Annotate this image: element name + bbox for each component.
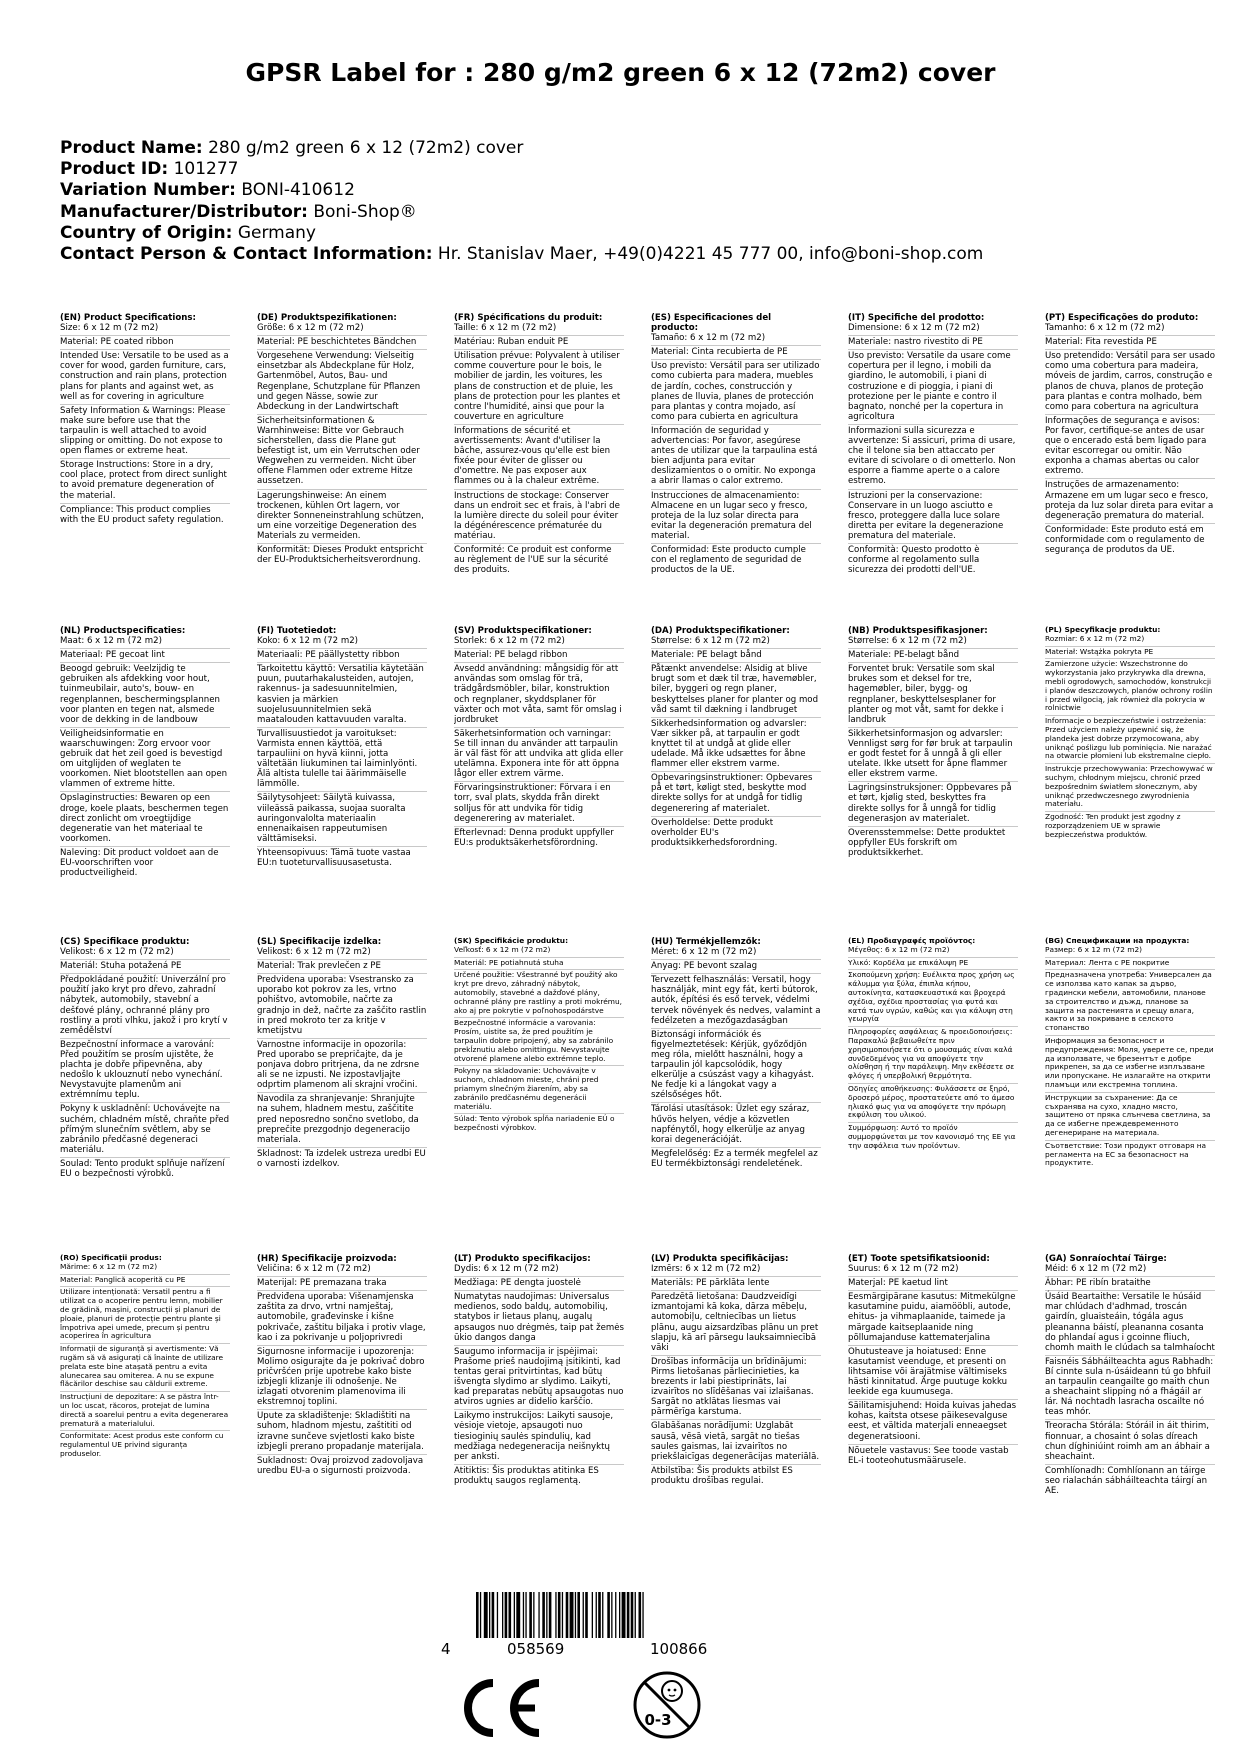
spec-section: Súlad: Tento výrobok spĺňa nariadenie EÚ o bezpečnosti výrobkov. <box>454 1113 624 1133</box>
spec-section: Οδηγίες αποθήκευσης: Φυλάσσετε σε ξηρό, δροσερό μέρος, προστατεύετε από το άμεσο ηλιακό φως για να αποφύγετε την πρόωρη εκφύλιση του υλικού. <box>848 1083 1018 1120</box>
barcode-bar <box>497 1592 498 1638</box>
barcode-bar <box>542 1592 545 1638</box>
spec-heading: (LT) Produkto specifikacijos: <box>454 1254 591 1264</box>
spec-section: Påtænkt anvendelse: Alsidig at blive brugt som et dæk til træ, havemøbler, biler, byggeri og regn planer, beskyttelses planer for planter og mod våd samt til dækning i landbruget <box>651 662 821 714</box>
spec-section: Informații de siguranță și avertismente: Vă rugăm să vă asigurați că înainte de utilizare prelata este bine atașată pentru a evita alunecarea sau omiterea. A nu se expune flăcărilor deschise sau căldurii extreme. <box>60 1343 230 1389</box>
spec-block <box>454 1254 624 1486</box>
meta-label: Manufacturer/Distributor: <box>60 201 308 222</box>
spec-section: Faisnéis Sábháilteachta agus Rabhadh: Bí cinnte sula n-úsáideann tú go bhfuil an tarpaulin ceangailte go maith chun a sheachaint slipping nó a fhágáil ar lár. Ná nochtadh lasracha oscailte nó teas mhór. <box>1045 1356 1214 1418</box>
barcode-bar <box>639 1592 642 1638</box>
spec-material: Material: Panglică acoperită cu PE <box>60 1274 230 1285</box>
spec-block <box>454 937 624 1133</box>
spec-material: Material: PE beschichtetes Bändchen <box>257 335 427 347</box>
barcode-bar <box>546 1592 547 1638</box>
spec-section: Tarkoitettu käyttö: Versatilia käytetään puun, puutarhakalusteiden, autojen, rakennus- ja sadesuunnitelmien, kasvien ja märkien suojelusuunnitelmien sekä maatalouden kattavuuden varalta. <box>257 662 427 725</box>
spec-section: Určené použitie: Všestranné byť použitý ako kryt pre drevo, záhradný nábytok, automobily, stavebné a dažďové plány, ochranné plány pre rastliny a proti mokrému, ako aj pre pokrytie v poľnohospodárstve <box>454 970 622 1015</box>
spec-material: Materiál: PE potiahnutá stuha <box>454 957 624 968</box>
spec-section: Utilizare intenționată: Versatil pentru a fi utilizat ca o acoperire pentru lemn, mobilier de grădină, mașini, construcții și planuri de ploaie, planuri de protecție pentru plante și împotriva apei umede, precum și pentru acoperirea în agricultura <box>60 1286 230 1341</box>
spec-heading: (NL) Productspecificaties: <box>60 626 186 636</box>
spec-block <box>651 937 821 1169</box>
barcode-bar <box>570 1592 574 1638</box>
barcode-bar <box>607 1592 610 1638</box>
meta-value: Boni-Shop® <box>313 201 417 222</box>
spec-material: Matériau: Ruban enduit PE <box>454 335 624 347</box>
spec-material: Material: Fita revestida PE <box>1045 335 1215 347</box>
barcode-bar <box>635 1592 636 1638</box>
barcode-bar <box>555 1592 556 1638</box>
spec-size: Dydis: 6 x 12 m (72 m2) <box>454 1264 559 1275</box>
spec-section: Soulad: Tento produkt splňuje nařízení EU o bezpečnosti výrobků. <box>60 1157 230 1179</box>
spec-heading: (HU) Termékjellemzők: <box>651 937 761 947</box>
spec-section: Biztonsági információk és figyelmeztetések: Kérjük, győződjön meg róla, mielőtt használni, hogy a tarpaulin jól kapcsolódik, hogy elkerülje a csúszást vagy a kihagyást. Ne fedje ki a lángokat vagy a szélsőséges hőt. <box>651 1028 821 1101</box>
spec-section: Συμμόρφωση: Αυτό το προϊόν συμμορφώνεται με τον κανονισμό της ΕΕ για την ασφάλεια των προϊόντων. <box>848 1122 1018 1150</box>
spec-heading: (IT) Specifiche del prodotto: <box>848 313 985 323</box>
barcode-bar <box>505 1592 508 1638</box>
barcode-bar <box>549 1592 552 1638</box>
spec-section: Uso previsto: Versátil para ser utilizado como cubierta para madera, muebles de jardín, coches, construcción y planes de lluvia, planes de protección para plantas y contra mojado, así como para cubierta en agricultura <box>651 361 820 422</box>
meta-value: 280 g/m2 green 6 x 12 (72m2) cover <box>208 138 524 158</box>
spec-section: Instruções de armazenamento: Armazene em um lugar seco e fresco, proteja da luz solar direta para evitar a degeneração prematura do material. <box>1045 480 1214 521</box>
spec-size: Velikost: 6 x 12 m (72 m2) <box>257 947 371 958</box>
spec-section: Skladnost: Ta izdelek ustreza uredbi EU o varnosti izdelkov. <box>257 1148 426 1169</box>
barcode-bar <box>529 1592 532 1638</box>
spec-section: Съответствие: Този продукт отговаря на регламента на ЕС за безопасност на продуктите. <box>1045 1140 1215 1168</box>
spec-section: Opslaginstructies: Bewaren op een droge, koele plaats, beschermen tegen direct zonlicht om vroegtijdige degeneratie van het materiaal te voorkomen. <box>60 793 229 844</box>
barcode-bar <box>575 1592 576 1638</box>
spec-section: Tárolási utasítások: Üzlet egy száraz, hűvös helyen, védje a közvetlen napfénytől, hogy elkerülje az anyag korai degenerációját. <box>651 1102 821 1144</box>
spec-size: Suurus: 6 x 12 m (72 m2) <box>848 1264 959 1275</box>
spec-section: Predvidena uporaba: Vsestransko za uporabo kot pokrov za les, vrtno pohištvo, avtomobile, načrte za gradnjo in dež, načrte za zaščito rastlin in pred mokroto ter za kritje v kmetijstvu <box>257 975 427 1036</box>
spec-heading: (PT) Especificações do produto: <box>1045 313 1199 323</box>
spec-heading: (FI) Tuotetiedot: <box>257 626 337 636</box>
spec-section: Navodila za shranjevanje: Shranjujte na suhem, hladnem mestu, zaščitite pred neposredno sončno svetlobo, da preprečite prezgodnjo degeneracijo materiala. <box>257 1092 427 1144</box>
spec-size: Size: 6 x 12 m (72 m2) <box>60 323 159 334</box>
spec-block <box>1045 313 1215 555</box>
barcode-group-1: 058569 <box>507 1640 565 1658</box>
spec-size: Storlek: 6 x 12 m (72 m2) <box>454 636 565 647</box>
spec-size: Størrelse: 6 x 12 m (72 m2) <box>651 636 770 647</box>
spec-block <box>60 1254 230 1459</box>
spec-material: Materijal: PE premazana traka <box>257 1276 427 1288</box>
barcode-bar <box>596 1592 597 1638</box>
spec-section: Drošības informācija un brīdinājumi: Pirms lietošanas pārliecinieties, ka brezents ir labi piestiprināts, lai izvairītos no slīdēšanas vai izlaišanas. Sargāt no atklātas liesmas vai pārmērīga karstuma. <box>651 1355 821 1418</box>
spec-section: Compliance: This product complies with the EU product safety regulation. <box>60 503 230 525</box>
spec-heading: (EL) Προδιαγραφές προϊόντος: <box>848 937 976 945</box>
spec-section: Conformidade: Este produto está em conformidade com o regulamento de segurança de produtos da UE. <box>1045 523 1215 555</box>
meta-row <box>60 159 983 180</box>
spec-size: Μέγεθος: 6 x 12 m (72 m2) <box>848 944 950 954</box>
spec-section: Säkerhetsinformation och varningar: Se till innan du använder att tarpaulin är väl fäst för att undvika att glida eller utelämna. Exponera inte för att öppna lågor eller extrem värme. <box>454 728 624 780</box>
spec-section: Předpokládané použití: Univerzální pro použití jako kryt pro dřevo, zahradní nábytek, automobily, stavební a dešťové plány, ochranné plány pro rostliny a proti vlhku, jakož i pro krytí v zemědělství <box>60 973 230 1036</box>
spec-section: Información de seguridad y advertencias: Por favor, asegúrese antes de utilizar que la tarpaulina está bien adjunta para evitar deslizamientos o o omitir. No exponga a abrir llamas o calor extremo. <box>651 424 821 487</box>
spec-section: Forventet bruk: Versatile som skal brukes som et deksel for tre, hagemøbler, biler, bygg- og regnplaner, beskyttelsesplaner for planter og mot våt, samt for dekke i landbruk <box>848 662 1018 725</box>
spec-section: Efterlevnad: Denna produkt uppfyller EU:s produktsäkerhetsförordning. <box>454 826 624 848</box>
spec-section: Informacje o bezpieczeństwie i ostrzeżenia: Przed użyciem należy upewnić się, że plandeka jest dobrze przymocowana, aby uniknąć poślizgu lub pominięcia. Nie narażać na otwarcie płomieni lub ekstremalne ciepło. <box>1045 715 1215 761</box>
spec-material: Medžiaga: PE dengta juostelė <box>454 1276 624 1288</box>
spec-block <box>454 313 624 575</box>
spec-section: Numatytas naudojimas: Universalus medienos, sodo baldų, automobilių, statybos ir lietaus planų, augalų apsaugos nuo drėgmės, taip pat žemės ūkio dangos danga <box>454 1292 624 1343</box>
spec-section: Naleving: Dit product voldoet aan de EU-voorschriften voor productveiligheid. <box>60 846 230 878</box>
spec-material: Materiaali: PE päällystetty ribbon <box>257 648 427 660</box>
spec-section: Sukladnost: Ovaj proizvod zadovoljava uredbu EU-a o sigurnosti proizvoda. <box>257 1454 427 1476</box>
meta-label: Product Name: <box>60 138 203 158</box>
spec-section: Информация за безопасност и предупреждения: Моля, уверете се, преди да използвате, че брезентът е добре прикрепен, за да се избегне изплъзване или пропускане. Не излагайте на открити пламъци или екстремна топлина. <box>1045 1035 1214 1089</box>
spec-material: Materiaal: PE gecoat lint <box>60 648 230 660</box>
barcode-bar <box>525 1592 526 1638</box>
spec-section: Overholdelse: Dette produkt overholder EU's produktsikkerhedsforordning. <box>651 816 821 848</box>
spec-section: Tervezett felhasználás: Versatil, hogy használják, mint egy fát, kerti bútorok, autók, építési és eső tervek, védelmi tervek növények és nedves, valamint a fedélzeten a mezőgazdaságban <box>651 975 821 1026</box>
spec-material: Materiale: PE belagt bånd <box>651 648 821 660</box>
barcode-bar <box>642 1592 643 1638</box>
spec-block <box>60 313 230 525</box>
spec-heading: (EN) Product Specifications: <box>60 313 196 323</box>
barcode-bar <box>502 1592 503 1638</box>
barcode-bar <box>611 1592 612 1638</box>
spec-section: Instructions de stockage: Conserver dans un endroit sec et frais, à l'abri de la lumière directe du soleil pour éviter la dégénérescence prématurée du matériau. <box>454 489 624 541</box>
spec-section: Utilisation prévue: Polyvalent à utiliser comme couverture pour le bois, le mobilier de jardin, les voitures, les plans de construction et de pluie, les plans de protection pour les plantes et contre l'humidité, ainsi que pour la couverture en agriculture <box>454 349 624 422</box>
spec-heading: (ES) Especificaciones del producto: <box>651 313 772 334</box>
spec-heading: (RO) Specificații produs: <box>60 1254 162 1262</box>
spec-section: Sikkerhedsinformation og advarsler: Vær sikker på, at tarpaulin er godt knyttet til at undgå at glide eller udelade. Må ikke udsættes for åbne flammer eller ekstrem varme. <box>651 717 821 769</box>
ce-mark-icon <box>455 1677 545 1739</box>
spec-size: Veľkosť: 6 x 12 m (72 m2) <box>454 944 551 954</box>
spec-section: Πληροφορίες ασφάλειας & προειδοποιήσεις: Παρακαλώ βεβαιωθείτε πριν χρησιμοποιήσετε ότι ο μουσαμάς είναι καλά συνδεδεμένος για να αποφύγετε την ολίσθηση ή την παράλειψη. Μην εκθέσετε σε φλόγες ή υπερβολική θερμότητα. <box>848 1026 1018 1081</box>
meta-row <box>60 244 983 265</box>
spec-section: Intended Use: Versatile to be used as a cover for wood, garden furniture, cars, construction and rain plans, protection plans for plants and against wet, as well as for covering in agriculture <box>60 351 229 402</box>
spec-section: Eesmärgipärane kasutus: Mitmekülgne kasutamine puidu, aiamööbli, autode, ehitus- ja vihmaplaanide, taimede ja märgade kaitseplaanide ning põllumajanduse kattematerjalina <box>848 1290 1018 1342</box>
spec-block <box>651 313 821 575</box>
spec-section: Uso previsto: Versatile da usare come copertura per il legno, i mobili da giardino, le automobili, i piani di costruzione e di pioggia, i piani di protezione per le piante e contro il bagnato, nonché per la copertura in agricoltura <box>848 349 1018 422</box>
spec-section: Informazioni sulla sicurezza e avvertenze: Si assicuri, prima di usare, che il telone sia ben attaccato per evitare di scivolare o di ometterlo. Non esporre a fiamme aperte o a calore estremo. <box>848 424 1018 487</box>
meta-label: Contact Person & Contact Information: <box>60 244 433 265</box>
spec-section: Avsedd användning: mångsidig för att användas som omslag för trä, trädgårdsmöbler, bilar, konstruktion och regnplaner, skyddsplaner för växter och mot våta, samt för omslag i jordbruket <box>454 662 624 725</box>
spec-section: Beoogd gebruik: Veelzijdig te gebruiken als afdekking voor hout, tuinmeubilair, auto's, bouw- en regenplannen, beschermingsplannen voor planten en tegen nat, alsmede voor de dekking in de landbouw <box>60 662 230 725</box>
barcode-bar <box>489 1592 490 1638</box>
spec-size: Dimensione: 6 x 12 m (72 m2) <box>848 323 980 334</box>
product-meta <box>60 138 983 265</box>
meta-row <box>60 138 983 159</box>
spec-heading: (SL) Specifikacije izdelka: <box>257 937 382 947</box>
spec-block <box>848 1254 1018 1466</box>
spec-section: Treoracha Stórála: Stóráil in áit thirim, fionnuar, a chosaint ó solas díreach chun díghiniúint roimh am an ábhair a sheachaint. <box>1045 1419 1215 1461</box>
spec-heading: (CS) Specifikace produktu: <box>60 937 190 947</box>
spec-section: Zgodność: Ten produkt jest zgodny z rozporządzeniem UE w sprawie bezpieczeństwa produktów. <box>1045 811 1215 839</box>
barcode-bar <box>533 1592 534 1638</box>
spec-block <box>257 313 427 565</box>
spec-section: Sicherheitsinformationen & Warnhinweise: Bitte vor Gebrauch sicherstellen, dass die Plane gut befestigt ist, um ein Verrutschen oder Wegwehen zu vermeiden. Nicht über offene Flammen oder extreme Hitze aussetzen. <box>257 414 427 487</box>
spec-material: Υλικό: Κορδέλα με επικάλυψη PE <box>848 957 1018 968</box>
spec-block <box>1045 626 1215 840</box>
spec-block <box>1045 937 1215 1168</box>
spec-section: Säilitamisjuhend: Hoida kuivas jahedas kohas, kaitsta otsese päikesevalguse eest, et vältida materjali enneaegset degeneratsiooni. <box>848 1401 1017 1442</box>
spec-size: Koko: 6 x 12 m (72 m2) <box>257 636 359 647</box>
spec-size: Veličina: 6 x 12 m (72 m2) <box>257 1264 371 1275</box>
spec-material: Materiāls: PE pārklāta lente <box>651 1276 821 1288</box>
spec-section: Lagerungshinweise: An einem trockenen, kühlen Ort lagern, vor direkter Sonneneinstrahlung schützen, um eine vorzeitige Degeneration des Materials zu vermeiden. <box>257 489 427 541</box>
spec-section: Conformité: Ce produit est conforme au règlement de l'UE sur la sécurité des produits. <box>454 543 624 575</box>
spec-size: Größe: 6 x 12 m (72 m2) <box>257 323 364 334</box>
barcode-bar <box>514 1592 515 1638</box>
barcode-bar <box>538 1592 539 1638</box>
spec-block <box>257 937 427 1169</box>
barcode-lead-digit: 4 <box>441 1640 451 1658</box>
spec-heading: (BG) Спецификации на продукта: <box>1045 937 1190 945</box>
spec-size: Velikost: 6 x 12 m (72 m2) <box>60 947 174 958</box>
spec-section: Zamierzone użycie: Wszechstronne do wykorzystania jako przykrywka dla drewna, mebli ogrodowych, samochodów, konstrukcji i planów deszczowych, planów ochrony roślin i przed wilgocią, jak również dla pokrycia w rolnictwie <box>1045 658 1215 713</box>
spec-section: Lagringsinstruksjoner: Oppbevares på et tørt, kjølig sted, beskyttes fra direkte sollys for å unngå for tidlig degenerasjon av materialet. <box>848 781 1018 823</box>
spec-section: Conformitate: Acest produs este conform cu regulamentul UE privind siguranța produselor. <box>60 1430 230 1458</box>
meta-label: Country of Origin: <box>60 222 233 243</box>
spec-section: Sigurnosne informacije i upozorenja: Molimo osigurajte da je pokrivač dobro pričvršćen prije upotrebe kako biste izbjegli klizanje ili odnošenje. Ne izlagati otvorenim plamenovima ili ekstremnoj toplini. <box>257 1345 427 1408</box>
spec-heading: (DA) Produktspecifikationer: <box>651 626 790 636</box>
barcode-group-2: 100866 <box>650 1640 708 1658</box>
meta-row <box>60 223 983 244</box>
barcode-bar <box>516 1592 520 1638</box>
barcode-bar <box>480 1592 481 1638</box>
barcode-bar <box>492 1592 495 1638</box>
spec-section: Turvallisuustiedot ja varoitukset: Varmista ennen käyttöä, että tarpauliini on hyvä kiinni, jotta vältetään liukuminen tai laiminlyönti. Älä altista tulelle tai äärimmäiselle lämmölle. <box>257 727 427 790</box>
page-title: GPSR Label for : 280 g/m2 green 6 x 12 (72m2) cover <box>245 58 996 87</box>
spec-block <box>848 626 1018 858</box>
spec-section: Varnostne informacije in opozorila: Pred uporabo se prepričajte, da je ponjava dobro pritrjena, da ne zdrsne ali se ne izpusti. Ne izpostavljajte odprtim plamenom ali skrajni vročini. <box>257 1038 427 1090</box>
spec-section: Atitiktis: Šis produktas atitinka ES produktų saugos reglamentą. <box>454 1464 624 1486</box>
spec-size: Størrelse: 6 x 12 m (72 m2) <box>848 636 967 647</box>
spec-heading: (FR) Spécifications du produit: <box>454 313 603 323</box>
meta-row <box>60 202 983 223</box>
spec-size: Tamaño: 6 x 12 m (72 m2) <box>651 333 766 344</box>
spec-section: Instrucciones de almacenamiento: Almacene en un lugar seco y fresco, proteja de la luz solar directa para evitar la degeneración prematura del material. <box>651 489 821 541</box>
spec-section: Informações de segurança e avisos: Por favor, certifique-se antes de usar que o encerado está bem ligado para evitar escorregar ou omitir. Não exponha a chamas abertas ou calor extremo. <box>1045 414 1215 477</box>
spec-section: Σκοπούμενη χρήση: Ευέλικτα προς χρήση ως κάλυμμα για ξύλα, έπιπλα κήπου, αυτοκίνητα, κατασκευαστικά και βροχερά σχέδια, σχέδια προστασίας για φυτά και κατά των υγρών, καθώς και για κάλυψη στη γεωργία <box>848 969 1018 1024</box>
barcode-bar <box>585 1592 588 1638</box>
spec-section: Konformität: Dieses Produkt entspricht der EU-Produktsicherheitsverordnung. <box>257 543 427 565</box>
spec-heading: (SK) Špecifikácie produktu: <box>454 937 569 945</box>
spec-material: Materiał: Wstążka pokryta PE <box>1045 646 1215 657</box>
spec-section: Sikkerhetsinformasjon og advarsler: Vennligst sørg for før bruk at tarpaulin er godt festet for å unngå å gli eller utelate. Ikke utsett for åpne flammer eller ekstrem varme. <box>848 727 1018 779</box>
barcode-bar <box>562 1592 563 1638</box>
barcode-bar <box>615 1592 616 1638</box>
spec-material: Material: Trak prevlečen z PE <box>257 959 427 971</box>
barcode-bar <box>509 1592 512 1638</box>
spec-size: Tamanho: 6 x 12 m (72 m2) <box>1045 323 1165 334</box>
spec-section: Comhlíonadh: Comhlíonann an táirge seo rialachán sábháilteachta táirgí an AE. <box>1045 1464 1215 1496</box>
spec-section: Vorgesehene Verwendung: Vielseitig einsetzbar als Abdeckplane für Holz, Gartenmöbel, Autos, Bau- und Regenplane, Schutzplane für Pflanzen und gegen Nässe, sowie zur Abdeckung in der Landwirtschaft <box>257 349 427 412</box>
spec-section: Инструкции за съхранение: Да се съхранява на сухо, хладно място, защитено от пряка слънчева светлина, за да се избегне преждевременното дегенериране на материала. <box>1045 1092 1215 1138</box>
spec-material: Materiale: nastro rivestito di PE <box>848 335 1018 347</box>
meta-label: Variation Number: <box>60 180 236 201</box>
spec-heading: (SV) Produktspecifikationer: <box>454 626 592 636</box>
spec-section: Conformità: Questo prodotto è conforme al regolamento sulla sicurezza dei prodotti dell'UE. <box>848 543 1018 575</box>
spec-section: Yhteensopivuus: Tämä tuote vastaa EU:n tuoteturvallisuusasetusta. <box>257 846 427 868</box>
spec-material: Material: PE coated ribbon <box>60 335 230 347</box>
spec-section: Storage Instructions: Store in a dry, cool place, protect from direct sunlight to avoid premature degeneration of the material. <box>60 458 230 500</box>
barcode-bar <box>558 1592 561 1638</box>
barcode-bar <box>484 1592 488 1638</box>
meta-row <box>60 180 983 201</box>
spec-section: Úsáid Beartaithe: Versatile le húsáid mar chlúdach d'adhmad, troscán gairdín, gluaisteáin, tógála agus pleananna báistí, pleananna cosanta do phlandaí agus i gcoinne fliuch, chomh maith le clúdach sa talmhaíocht <box>1045 1292 1215 1353</box>
spec-heading: (NB) Produktspesifikasjoner: <box>848 626 988 636</box>
spec-material: Ábhar: PE ribín brataithe <box>1045 1276 1215 1288</box>
spec-block <box>651 1254 821 1486</box>
barcode-bar <box>476 1592 479 1638</box>
spec-section: Glabāšanas norādījumi: Uzglabāt sausā, vēsā vietā, sargāt no tiešas saules gaismas, lai izvairītos no priekšlaicīgas degenerācijas materiālā. <box>651 1421 820 1462</box>
barcode-bar <box>598 1592 601 1638</box>
spec-section: Uso pretendido: Versátil para ser usado como uma cobertura para madeira, móveis de jardim, carros, construção e planos de chuva, planos de proteção para plantas e contra molhado, bem como para cobertura na agricultura <box>1045 351 1215 412</box>
spec-material: Материал: Лента с PE покритие <box>1045 957 1215 968</box>
spec-section: Ohutusteave ja hoiatused: Enne kasutamist veenduge, et presenti on lihtsamise või ärajätmise vältimiseks hästi kinnitatud. Ärge puutuge kokku leekide ega kuumusega. <box>848 1345 1018 1397</box>
spec-section: Veiligheidsinformatie en waarschuwingen: Zorg ervoor voor gebruik dat het zeil goed is bevestigd om uitglijden of weglaten te voorkomen. Niet blootstellen aan open vlammen of extreme hitte. <box>60 727 230 790</box>
spec-section: Bezpečnostné informácie a varovania: Prosím, uistite sa, že pred použitím je tarpaulin dobre pripojený, aby sa zabránilo prekĺznutiu alebo omittingu. Nevystavujte otvorené plamene alebo extrémne teplo. <box>454 1017 624 1063</box>
spec-size: Taille: 6 x 12 m (72 m2) <box>454 323 557 334</box>
spec-section: Bezpečnostní informace a varování: Před použitím se prosím ujistěte, že plachta je dobře připevněna, aby nedošlo k uklouznutí nebo vynechání. Nevystavujte plamenům ani extrémnímu teplu. <box>60 1038 230 1101</box>
spec-section: Saugumo informacija ir įspėjimai: Prašome prieš naudojimą įsitikinti, kad tentas gerai pritvirtintas, kad būtų išvengta slydimo ar slydimo. Laikyti, kad preparatas nebūtų apsaugotas nuo atviros ugnies ar didelio karščio. <box>454 1346 624 1408</box>
spec-size: Méret: 6 x 12 m (72 m2) <box>651 947 757 958</box>
barcode-bar <box>592 1592 593 1638</box>
spec-section: Informations de sécurité et avertissements: Avant d'utiliser la bâche, assurez-vous qu'elle est bien fixée pour éviter de glisser ou d'omettre. Ne pas exposer aux flammes ou à la chaleur extrême. <box>454 424 624 487</box>
spec-heading: (ET) Toote spetsifikatsioonid: <box>848 1254 990 1264</box>
spec-section: Megfelelőség: Ez a termék megfelel az EU termékbiztonsági rendeletének. <box>651 1147 821 1169</box>
spec-material: Materiale: PE-belagt bånd <box>848 648 1018 660</box>
barcode-bar <box>602 1592 603 1638</box>
spec-heading: (DE) Produktspezifikationen: <box>257 313 397 323</box>
spec-heading: (PL) Specyfikacje produktu: <box>1045 626 1161 634</box>
spec-size: Mărime: 6 x 12 m (72 m2) <box>60 1261 158 1271</box>
spec-block <box>60 626 230 878</box>
meta-value: BONI-410612 <box>241 180 355 201</box>
spec-section: Overensstemmelse: Dette produktet oppfyller EUs forskrift om produktsikkerhet. <box>848 826 1018 858</box>
spec-section: Pokyny na skladovanie: Uchovávajte v suchom, chladnom mieste, chráni pred priamym slnečným žiarením, aby sa zabránilo predčasnému degenerácii materiálu. <box>454 1065 624 1111</box>
spec-material: Material: PE belagd ribbon <box>454 648 624 660</box>
spec-block <box>1045 1254 1215 1496</box>
spec-size: Размер: 6 x 12 m (72 m2) <box>1045 944 1143 954</box>
spec-section: Предназначена употреба: Универсален да се използва като капак за дърво, градински мебели, автомобили, планове за строителство и дъжд, планове за защита на растенията и срещу влага, както и за покриване в селското стопанство <box>1045 969 1215 1033</box>
spec-heading: (LV) Produkta specifikācijas: <box>651 1254 789 1264</box>
spec-size: Rozmiar: 6 x 12 m (72 m2) <box>1045 633 1145 643</box>
barcode-bar <box>523 1592 524 1638</box>
spec-section: Safety Information & Warnings: Please make sure before use that the tarpaulin is well attached to avoid slipping or omitting. Do not expose to open flames or extreme heat. <box>60 404 230 456</box>
spec-size: Maat: 6 x 12 m (72 m2) <box>60 636 162 647</box>
spec-section: Pokyny k uskladnění: Uchovávejte na suchém, chladném místě, chraňte před přímým slunečním světlem, aby se zabránilo předčasné degeneraci materiálu. <box>60 1104 230 1155</box>
spec-section: Laikymo instrukcijos: Laikyti sausoje, vėsioje vietoje, apsaugoti nuo tiesioginių saulės spindulių, kad medžiaga nedegeneracija neišnyktų per anksti. <box>454 1409 624 1461</box>
spec-block <box>848 937 1018 1151</box>
spec-section: Förvaringsinstruktioner: Förvara i en torr, sval plats, skydda från direkt solljus för att undvika för tidig degenerering av materialet. <box>454 781 624 823</box>
barcode-bar <box>577 1592 580 1638</box>
spec-size: Izmērs: 6 x 12 m (72 m2) <box>651 1264 761 1275</box>
meta-value: Germany <box>237 222 316 243</box>
spec-section: Predviđena uporaba: Višenamjenska zaštita za drvo, vrtni namještaj, automobile, građevinske i kišne pokrivače, zaštitu biljaka i protiv vlage, kao i za pokrivanje u poljoprivredi <box>257 1292 426 1343</box>
spec-heading: (HR) Specifikacije proizvoda: <box>257 1254 397 1264</box>
spec-section: Paredzētā lietošana: Daudzveidīgi izmantojami kā koka, dārza mēbeļu, automobiļu, celtniecības un lietus plānu, augu aizsardzības plānu un pret slapju, kā arī pārsegu lauksaimniecībā vāki <box>651 1290 821 1353</box>
spec-section: Instrucțiuni de depozitare: A se păstra într- un loc uscat, răcoros, protejat de lumina directă a soarelui pentru a evita degenerarea prematură a materialului. <box>60 1392 229 1428</box>
spec-section: Instrukcje przechowywania: Przechowywać w suchym, chłodnym miejscu, chronić przed bezpośrednim światłem słonecznym, aby uniknąć przedwczesnego zwyrodnienia materiału. <box>1045 763 1215 809</box>
barcode-bar <box>566 1592 569 1638</box>
spec-section: Upute za skladištenje: Skladištiti na suhom, hladnom mjestu, zaštititi od izravne sunčeve svjetlosti kako biste izbjegli prerano propadanje materijala. <box>257 1409 427 1451</box>
spec-material: Anyag: PE bevont szalag <box>651 959 821 971</box>
meta-value: Hr. Stanislav Maer, +49(0)4221 45 777 00, info@boni-shop.com <box>437 244 984 265</box>
spec-block <box>60 937 230 1179</box>
spec-block <box>848 313 1018 575</box>
age-label: 0-3 <box>644 1711 672 1729</box>
not-for-children-0-3-icon <box>632 1670 702 1740</box>
spec-section: Opbevaringsinstruktioner: Opbevares på et tørt, køligt sted, beskytte mod direkte sollys for at undgå for tidlig degenerering af materialet. <box>651 771 821 813</box>
meta-value: 101277 <box>173 159 239 180</box>
spec-section: Conformidad: Este producto cumple con el reglamento de seguridad de productos de la UE. <box>651 543 821 575</box>
spec-block <box>454 626 624 848</box>
barcode-bar <box>583 1592 584 1638</box>
spec-block <box>257 626 427 868</box>
spec-material: Material: Cinta recubierta de PE <box>651 345 821 357</box>
spec-size: Méid: 6 x 12 m (72 m2) <box>1045 1264 1147 1275</box>
spec-section: Istruzioni per la conservazione: Conservare in un luogo asciutto e fresco, proteggere dalla luce solare diretta per evitare la degenerazione prematura del materiale. <box>848 489 1018 541</box>
spec-material: Materiál: Stuha potažená PE <box>60 959 230 971</box>
spec-block <box>257 1254 427 1476</box>
spec-block <box>651 626 821 848</box>
spec-material: Materjal: PE kaetud lint <box>848 1276 1018 1288</box>
barcode-bar <box>619 1592 620 1638</box>
spec-heading: (GA) Sonraíochtaí Táirge: <box>1045 1254 1167 1264</box>
barcode-bar <box>627 1592 630 1638</box>
spec-section: Atbilstība: Šis produkts atbilst ES produktu drošības regulai. <box>651 1464 821 1486</box>
spec-section: Säilytysohjeet: Säilytä kuivassa, viileässä paikassa, suojaa suoralta auringonvalolta materiaalin ennenaikaisen rappeutumisen välttämiseksi. <box>257 791 427 843</box>
spec-section: Nõuetele vastavus: See toode vastab EL-i tooteohutusmäärusele. <box>848 1444 1018 1466</box>
barcode-bar <box>622 1592 626 1638</box>
meta-label: Product ID: <box>60 159 169 180</box>
barcode-bar <box>631 1592 634 1638</box>
